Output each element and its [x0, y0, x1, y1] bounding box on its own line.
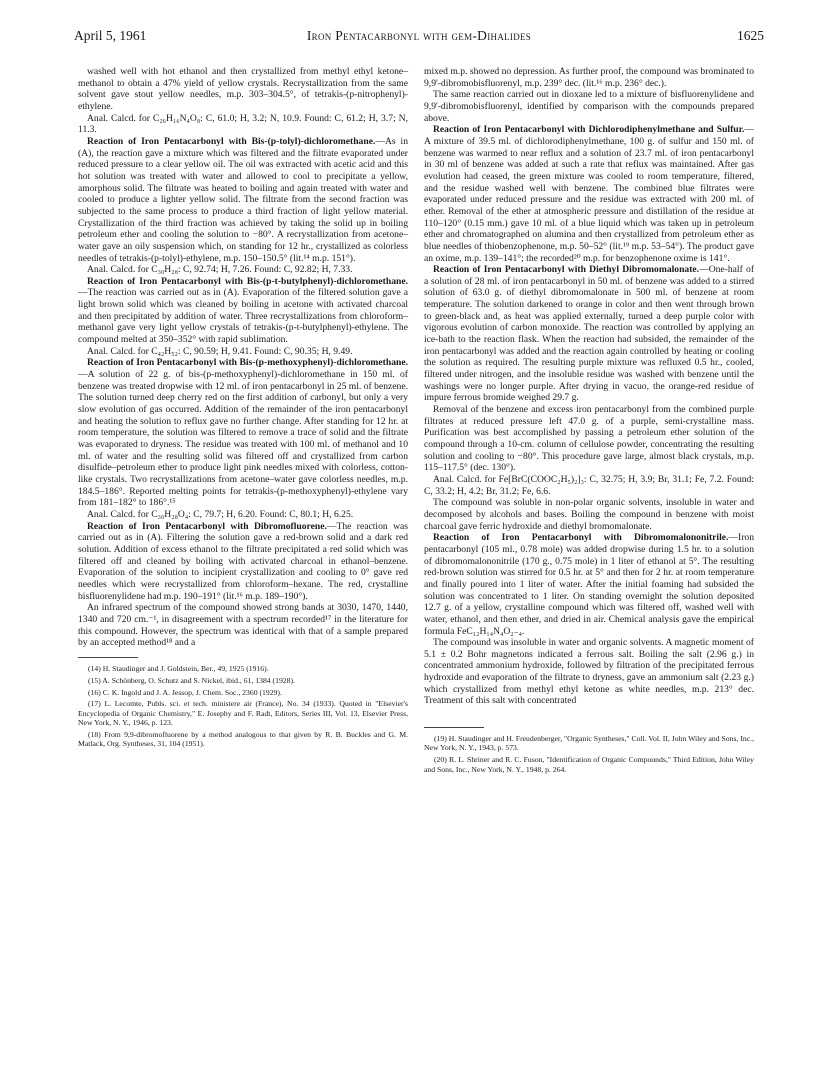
section-heading: Reaction of Iron Pentacarbonyl with Dibromomalononitrile.	[433, 532, 729, 544]
left-paragraph	[78, 357, 408, 509]
right-paragraph	[424, 66, 754, 89]
right-paragraph	[424, 474, 754, 497]
paragraph-text: Anal. Calcd. for Fe[BrC(COOC₂H₅)₂]₃: C, 32.75; H, 3.9; Br, 31.1; Fe, 7.2. Found: C, 33.2; H, 4.2; Br, 31.2; Fe, 6.6.	[424, 473, 754, 497]
section-heading: Reaction of Iron Pentacarbonyl with Dibromofluorene.	[87, 520, 327, 532]
right-paragraph	[424, 637, 754, 707]
footnote: (14) H. Staudinger and J. Goldstein, Ber., 49, 1925 (1916).	[88, 663, 269, 673]
left-footnotes	[78, 664, 408, 749]
right-column	[424, 66, 754, 776]
right-column-body	[424, 66, 754, 707]
left-column-body	[78, 66, 408, 649]
left-paragraph	[78, 113, 408, 136]
footnote-divider	[78, 657, 138, 658]
paragraph-text: Removal of the benzene and excess iron pentacarbonyl from the combined purple filtrates at reduced pressure left 47.0 g. of a purple, semi-crystalline mass. Purification was best accomplished by passing a petroleum ether solution of the compound through a 10-cm. column of cellulose powder, concentrating the resulting solution and cooling to −80°. This procedure gave large, almost black crystals, m.p. 115–117.5° (dec. 130°).	[424, 404, 754, 474]
paragraph-text: Anal. Calcd. for C₃₀H₂₈: C, 92.74; H, 7.26. Found: C, 92.82; H, 7.33.	[87, 264, 353, 276]
section-heading: Reaction of Iron Pentacarbonyl with Dichlorodiphenylmethane and Sulfur.	[433, 124, 745, 136]
paragraph-text: The same reaction carried out in dioxane led to a mixture of bisfluorenylidene and 9,9'-dibromobisfluorenyl, identified by comparison with the compounds prepared above.	[424, 89, 754, 124]
header-date: April 5, 1961	[74, 28, 147, 43]
left-paragraph	[78, 136, 408, 264]
right-paragraph	[424, 532, 754, 637]
left-paragraph	[78, 521, 408, 603]
footnote: (20) R. L. Shriner and R. C. Fuson, "Identification of Organic Compounds," Third Edition, John Wiley and Sons, Inc., New York, N. Y., 1948, p. 264.	[424, 755, 754, 774]
footnote: (17) L. Lecomte, Publs. sci. et tech. ministere air (France), No. 34 (1933). Quoted in "Elsevier's Encyclopedia of Organic Chemistry," E. Josephy and F. Radt, Editors, Series III, Vol. 13, Elsevier Press, New York, N. Y., 1946, p. 123.	[78, 699, 408, 728]
left-paragraph	[78, 66, 408, 113]
paragraph-text: —One-half of a solution of 28 ml. of iron pentacarbonyl in 50 ml. of benzene was added to a stirred solution of 63.0 g. of diethyl dibromomalonate in 500 ml. of benzene at room temperature. The solution darkened to orange in color and then went through brown to green-black and, as heat was applied externally, turned a deep purple color with vigorous evolution of carbon monoxide. The reaction was controlled by applying an ice-bath to the reaction flask. When the reaction had subsided, the remainder of the iron pentacarbonyl was added and the reaction again controlled by heating or cooling the solution as required. The resulting purple mixture was refluxed 0.5 hr., cooled, filtered under nitrogen, and the insoluble residue was washed with benzene until the washings were no longer purple. After drying in vacuo, the orange-red residue of impure ferrous bromide weighed 29.7 g.	[424, 264, 755, 404]
left-paragraph	[78, 602, 408, 649]
right-paragraph	[424, 404, 754, 474]
paragraph-text: —The reaction was carried out as in (A). Evaporation of the filtered solution gave a light brown solid which was cleaned by boiling in acetone with activated charcoal and then precipitated by addition of water. Three recrystallizations from chloroform–methanol gave very light yellow crystals of tetrakis-(p-t-butylphenyl)-ethylene. The compound melted at 350–352° with rapid sublimation.	[78, 287, 408, 346]
paragraph-text: —As in (A), the reaction gave a mixture which was filtered and the filtrate evaporated under reduced pressure to a clear yellow oil. The oil was extracted with acetic acid and this hot solution was treated with water and allowed to cool to precipitate a yellow, amorphous solid. The filtrate was heated to boiling and again treated with water and cooled to produce a lighter yellow solid. The filtrate from the second fraction was subjected to the same process to produce a third fraction of light yellow material. Crystallization of the third fraction was achieved by taking the solid up in boiling petroleum ether and cooling the solution to −80°. A recrystallization from acetone–water gave an oily suspension which, on standing for 12 hr., crystallized as colorless needles of tetrakis-(p-tolyl)-ethylene, m.p. 150–150.5° (lit.¹⁴ m.p. 151°).	[78, 135, 409, 264]
left-column	[78, 66, 408, 751]
header-title: Iron Pentacarbonyl with gem-Dihalides	[306, 28, 532, 43]
paragraph-text: The compound was insoluble in water and organic solvents. A magnetic moment of 5.1 ± 0.2 Bohr magnetons indicated a ferrous salt. Boiling the salt (2.96 g.) in concentrated ammonium hydroxide, followed by filtration of the precipitated ferrous hydroxide and evaporation of the filtrate to dryness, gave an ammonium salt (2.23 g.) which crystallized from methyl ethyl ketone as white needles, m.p. 213° dec. Treatment of this salt with concentrated	[424, 637, 754, 707]
section-heading: Reaction of Iron Pentacarbonyl with Diethyl Dibromomalonate.	[433, 264, 700, 276]
section-heading: Reaction of Iron Pentacarbonyl with Bis-(p-methoxyphenyl)-dichloromethane.	[87, 357, 408, 369]
section-heading: Reaction of Iron Pentacarbonyl with Bis-(p-t-butylphenyl)-dichloromethane.	[87, 275, 408, 287]
paragraph-text: —Iron pentacarbonyl (105 ml., 0.78 mole) was added dropwise during 1.5 hr. to a solution of dibromomalononitrile (170 g., 0.75 mole) in 1 liter of ethanol at 5°. The resulting red-brown solution was stirred for 0.5 hr. at 5° and then for 2 hr. at room temperature and finally poured into 1 liter of water. After the initial foaming had subsided the solution was concentrated to 1 liter. On standing overnight the solution deposited 12.7 g. of a yellow, crystalline compound which was filtered off, washed well with water, ethanol, and then ether, and dried in air. Chemical analysis gave the empirical formula FeC₁₂H₁₄N₄O₂₋₄.	[424, 532, 754, 637]
paragraph-text: —A solution of 22 g. of bis-(p-methoxyphenyl)-dichloromethane in 150 ml. of benzene was treated dropwise with 12 ml. of iron pentacarbonyl in 25 ml. of benzene. The solution turned deep cherry red on the first addition of carbonyl, but only a very slow evolution of gas occurred. Addition of the remainder of the iron pentacarbonyl and heating the solution to reflux gave no further change. After standing for 12 hr. at room temperature, the solution was filtered to remove a trace of solid and the filtrate was evaporated to dryness. The residue was treated with 100 ml. of methanol and 10 ml. of water and the resulting solid was filtered off and crystallized from carbon disulfide–petroleum ether to produce light pink needles mixed with colorless, cotton-like crystals. Two recrystallizations from acetone–water gave colorless needles, m.p. 184.5–186°. Reported melting points for tetrakis-(p-methoxyphenyl)-ethylene vary from 181–182° to 186°.¹⁵	[78, 369, 408, 509]
paragraph-text: An infrared spectrum of the compound showed strong bands at 3030, 1470, 1440, 1340 and 720 cm.⁻¹, in disagreement with a spectrum recorded¹⁷ in the literature for this compound. However, the spectrum was identical with that of a sample prepared by an accepted method¹⁸ and a	[78, 602, 408, 649]
paragraph-text: Anal. Calcd. for C₂₆H₁₆N₄O₈: C, 61.0; H, 3.2; N, 10.9. Found: C, 61.2; H, 3.7; N, 11.3.	[78, 112, 408, 136]
page-header	[74, 28, 764, 48]
section-heading: Reaction of Iron Pentacarbonyl with Bis-(p-tolyl)-dichloromethane.	[87, 135, 376, 147]
right-paragraph	[424, 89, 754, 124]
footnote: (15) A. Schönberg, O. Schutz and S. Nickel, ibid., 61, 1384 (1928).	[88, 675, 295, 685]
footnote-divider	[424, 727, 484, 728]
paragraph-text: washed well with hot ethanol and then crystallized from methyl ethyl ketone–methanol to obtain a 47% yield of yellow crystals. Recrystallization from the same solvent gave stout yellow needles, m.p. 303–304.5°, of tetrakis-(p-nitrophenyl)-ethylene.	[78, 66, 408, 112]
footnote: (16) C. K. Ingold and J. A. Jessop, J. Chem. Soc., 2360 (1929).	[88, 687, 282, 697]
paragraph-text: Anal. Calcd. for C₃₀H₂₈O₄: C, 79.7; H, 6.20. Found: C, 80.1; H, 6.25.	[87, 508, 354, 520]
left-paragraph	[78, 276, 408, 346]
paragraph-text: The compound was soluble in non-polar organic solvents, insoluble in water and decomposed by alcohols and bases. Boiling the compound in benzene with moist charcoal gave ferric hydroxide and diethyl bromomalonate.	[424, 497, 754, 532]
paragraph-text: —The reaction was carried out as in (A). Filtering the solution gave a red-brown solid and a dark red solution. Addition of excess ethanol to the filtrate precipitated a red solid which was filtered off and cleaned by boiling with activated charcoal in ethanol–benzene. Evaporation of the solution to incipient crystallization and cooling to 0° gave red needles which were recrystallized from chloroform–hexane. The red, crystalline bisfluorenylidene had m.p. 190–191° (lit.¹⁶ m.p. 189–190°).	[78, 520, 408, 602]
paragraph-text: —A mixture of 39.5 ml. of dichlorodiphenylmethane, 100 g. of sulfur and 150 ml. of benzene was warmed to near reflux and a solution of 23.7 ml. of iron pentacarbonyl in 30 ml of benzene was added at such a rate that reflux was maintained. After gas evolution had ceased, the green mixture was cooled to room temperature, filtered, and the residue washed well with benzene. The combined blue filtrates were evaporated under reduced pressure and the residue was extracted with 200 ml. of ether. Removal of the ether at atmospheric pressure and distillation of the residue at 110–120° (0.15 mm.) gave 10 ml. of a blue liquid which was taken up in petroleum ether and chromatographed on alumina and then crystallized from petroleum ether as blue needles of thiobenzophenone, m.p. 50–52° (lit.¹⁹ m.p. 53–54°). The product gave an oxime, m.p. 139–141°; the recorded²⁰ m.p. for benzophenone oxime is 141°.	[424, 124, 754, 264]
left-paragraph	[78, 509, 408, 521]
footnote: (18) From 9,9-dibromofluorene by a method analogous to that given by R. B. Buckles and G. M. Matlack, Org. Syntheses, 31, 104 (1951).	[78, 729, 408, 749]
right-paragraph	[424, 124, 754, 264]
left-paragraph	[78, 264, 408, 276]
right-paragraph	[424, 497, 754, 532]
page-number: 1625	[737, 28, 764, 43]
right-paragraph	[424, 264, 754, 404]
left-paragraph	[78, 346, 408, 358]
paragraph-text: mixed m.p. showed no depression. As further proof, the compound was brominated to 9,9'-dibromobisfluorenyl, m.p. 239° dec. (lit.¹⁶ m.p. 236° dec.).	[424, 66, 754, 89]
right-footnotes	[424, 734, 754, 774]
footnote: (19) H. Staudinger and H. Freudenberger, "Organic Syntheses," Coll. Vol. II, John Wiley and Sons, Inc., New York, N. Y., 1943, p. 573.	[424, 734, 754, 753]
paragraph-text: Anal. Calcd. for C₄₂H₅₂: C, 90.59; H, 9.41. Found: C, 90.35; H, 9.49.	[87, 345, 353, 357]
